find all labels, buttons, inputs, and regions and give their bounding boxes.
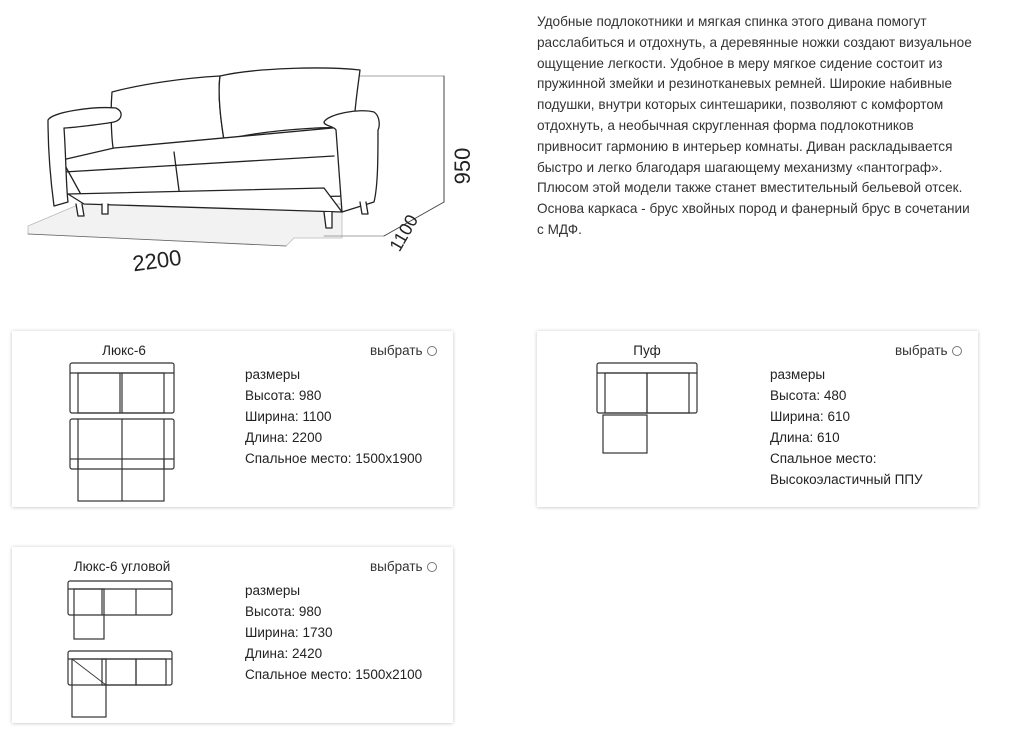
spec-length-value: 610: [817, 430, 840, 445]
product-description: Удобные подлокотники и мягкая спинка этого дивана помогут расслабиться и отдохнуть, а деревянные ножки создают визуальное ощущение легкости. Удобное в меру мягкое сидение состоит из пружинной змейки и резинотканевых ремней. Широкие набивные подушки, внутри которых синтешарики, позволяют с комфортом отдохнуть, а необычная скругленная форма подлокотников привносит гармонию в интерьер комнаты. Диван раскладывается быстро и легко благодаря шагающему механизму «пантограф». Плюсом этой модели также станет вместительный бельевой отсек. Основа каркаса - брус хвойных пород и фанерный брус в сочетании с МДФ.: [537, 14, 972, 237]
spec-length-label: Длина:: [245, 646, 289, 661]
spec-sleep-value: 1500x2100: [355, 667, 423, 682]
radio-circle-icon[interactable]: [427, 562, 437, 572]
option-card-pouf: [537, 331, 978, 507]
specs-list: [245, 364, 422, 469]
spec-height-label: Высота:: [770, 388, 821, 403]
option-name: Люкс-6 угловой: [73, 559, 171, 574]
option-card-lux6-corner: [12, 547, 453, 723]
layout-scheme: [66, 577, 176, 717]
select-label: выбрать: [370, 559, 423, 574]
spec-sleep-value: 1500x1900: [355, 451, 423, 466]
spec-height-value: 980: [298, 604, 322, 619]
radio-circle-icon[interactable]: [427, 346, 437, 356]
select-label: выбрать: [895, 343, 948, 358]
spec-height-label: Высота:: [245, 604, 296, 619]
spec-width-label: Ширина:: [245, 625, 299, 640]
layout-scheme: [595, 361, 701, 455]
option-name: Люкс-6: [102, 343, 146, 358]
select-radio[interactable]: [370, 343, 437, 358]
spec-sleep-value: Высокоэластичный ППУ: [770, 472, 923, 487]
length-dimension-label: 2200: [130, 244, 183, 277]
spec-sleep-label: Спальное место:: [245, 667, 352, 682]
specs-list: [770, 364, 923, 490]
spec-width-value: 1100: [302, 409, 332, 424]
option-name: Пуф: [633, 343, 661, 358]
specs-list: [245, 580, 422, 685]
select-label: выбрать: [370, 343, 423, 358]
depth-dimension-label: 1100: [385, 211, 423, 255]
spec-length-value: 2200: [292, 430, 323, 445]
spec-width-label: Ширина:: [245, 409, 299, 424]
spec-sleep-label: Спальное место:: [770, 451, 877, 466]
spec-width-label: Ширина:: [770, 409, 824, 424]
sofa-dimension-drawing: [24, 56, 475, 277]
spec-width-value: 1730: [302, 625, 333, 640]
spec-height-value: 480: [823, 388, 847, 403]
radio-circle-icon[interactable]: [952, 346, 962, 356]
height-dimension-label: 950: [450, 147, 475, 185]
spec-width-value: 610: [827, 409, 850, 424]
spec-sleep-label: Спальное место:: [245, 451, 352, 466]
specs-title: размеры: [245, 583, 301, 598]
spec-length-value: 2420: [292, 646, 323, 661]
spec-height-label: Высота:: [245, 388, 296, 403]
specs-title: размеры: [770, 367, 826, 382]
specs-title: размеры: [245, 367, 301, 382]
layout-scheme: [68, 361, 178, 503]
spec-length-label: Длина:: [245, 430, 289, 445]
spec-length-label: Длина:: [770, 430, 814, 445]
spec-height-value: 980: [298, 388, 322, 403]
option-card-lux6: [12, 331, 453, 507]
select-radio[interactable]: [895, 343, 962, 358]
select-radio[interactable]: [370, 559, 437, 574]
